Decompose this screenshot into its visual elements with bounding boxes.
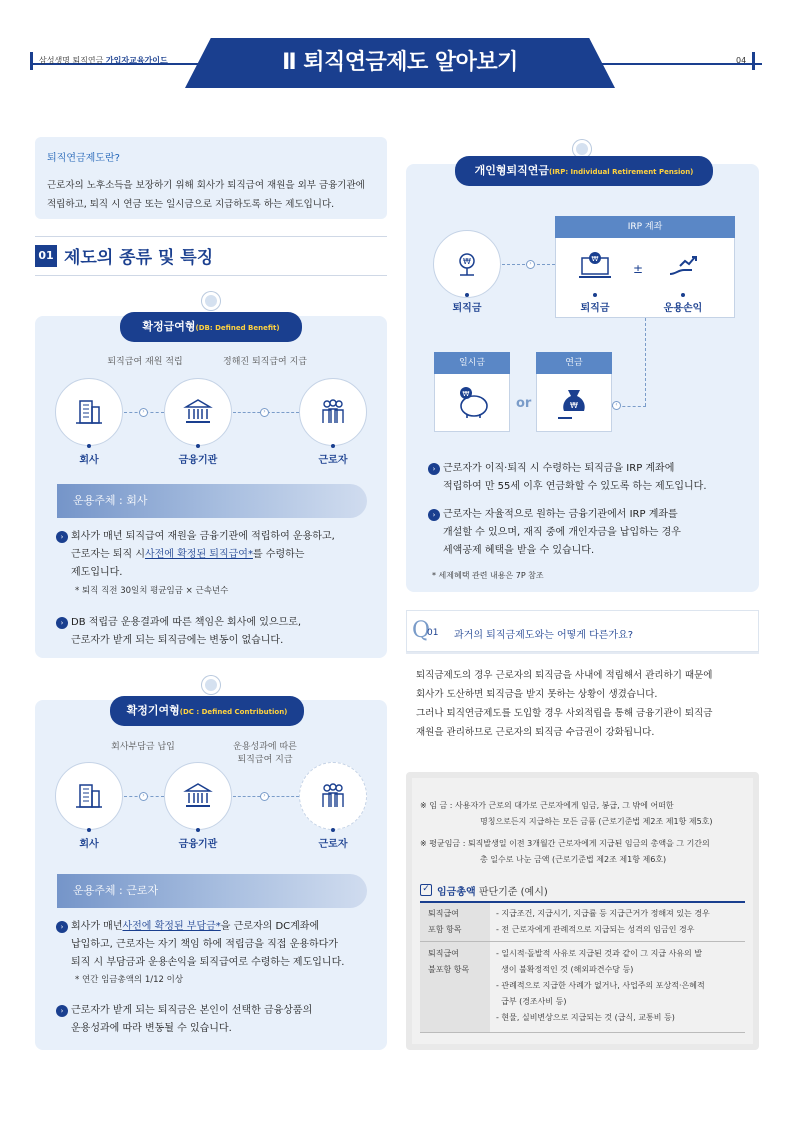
db-title-pill: 확정급여형(DB: Defined Benefit) — [120, 312, 302, 342]
irp-dot-2 — [593, 293, 597, 297]
svg-text:₩: ₩ — [463, 257, 471, 266]
pension-header: 연금 — [536, 352, 612, 374]
workers-icon — [316, 779, 350, 813]
db-bullet-1: › 회사가 매년 퇴직급여 재원을 금융기관에 적립하여 운용하고, 근로자는 퇴직 시 사전에 확정된 퇴직급여* 를 수령하는 제도입니다. * 퇴직 직전 30일치 평균임금 × 근속년수 — [56, 528, 386, 600]
section-rule-top — [35, 236, 387, 237]
irp-return-arrow: ‹ — [612, 401, 621, 410]
def-average-wage: ※ 평균임금 : 퇴직발생일 이전 3개월간 근로자에게 지급된 임금의 총액을 그 기간의 총 일수로 나눈 금액 (근로기준법 제2조 제1항 제6호) — [420, 839, 710, 864]
dc-pin-icon — [202, 676, 220, 698]
chevron-right-icon: › — [56, 617, 68, 629]
db-caption-1: 퇴직급여 재원 적립 — [107, 357, 183, 367]
db-dot-3 — [331, 444, 335, 448]
page-number: 04 — [736, 52, 755, 70]
db-node-bank: 금융기관 — [178, 455, 218, 466]
irp-note: * 세제혜택 관련 내용은 7P 참조 — [432, 571, 544, 580]
db-dot-2 — [196, 444, 200, 448]
irp-title-pill: 개인형퇴직연금(IRP: Individual Retirement Pension) — [455, 156, 713, 186]
db-note: * 퇴직 직전 30일치 평균임금 × 근속년수 — [75, 586, 229, 596]
irp-bullet-2: › 근로자는 자율적으로 원하는 금융기관에서 IRP 계좌를 개설할 수 있으며, 재직 중에 개인자금을 납입하는 경우 세액공제 혜택을 받을 수 있습니다. — [428, 506, 758, 560]
header-guide-label: 삼성생명 퇴직연금 가입자교육가이드 — [30, 52, 168, 70]
chevron-right-icon: › — [428, 509, 440, 521]
dc-dot-1 — [87, 828, 91, 832]
svg-text:₩: ₩ — [570, 401, 578, 410]
dc-workers-circle — [299, 762, 367, 830]
irp-node-severance: 퇴직금 — [452, 303, 482, 314]
faq-answer: 퇴직금제도의 경우 근로자의 퇴직금을 사내에 적립해서 관리하기 때문에 회사가 도산하면 퇴직금을 받지 못하는 상황이 생겼습니다. 그러나 퇴직연금제도를 도입할 경우 사외적립을 통해 금융기관이 퇴직금 재원을 관리하므로 근로자의 퇴직금 수급권이 강화됩니다. — [416, 670, 713, 738]
laptop-icon — [577, 248, 613, 286]
db-operator-bar: 운용주체 : 회사 — [57, 484, 367, 518]
row1-items: - 지급조건, 지급시기, 지급률 등 지급근거가 정해져 있는 경우 - 전 근로자에게 관례적으로 지급되는 성격의 임금인 경우 — [496, 909, 710, 934]
dc-note: * 연간 임금총액의 1/12 이상 — [75, 975, 184, 985]
db-node-company: 회사 — [79, 455, 99, 466]
dc-operator-bar: 운용주체 : 근로자 — [57, 874, 367, 908]
growth-hand-icon — [666, 248, 700, 286]
irp-flow-arrow: › — [526, 260, 535, 269]
chevron-right-icon: › — [56, 1005, 68, 1017]
db-workers-circle — [299, 378, 367, 446]
or-label: or — [516, 396, 532, 411]
db-dot-1 — [87, 444, 91, 448]
irp-dot-3 — [681, 293, 685, 297]
chevron-right-icon: › — [56, 921, 68, 933]
dc-bullet-1: › 회사가 매년 사전에 확정된 부담금* 을 근로자의 DC계좌에 납입하고, 근로자는 자기 책임 하에 적립금을 직접 운용하다가 퇴직 시 부담금과 운용손익을 퇴직급여로 수령하는 제도입니다. * 연간 임금총액의 1/12 이상 — [56, 918, 391, 988]
building-icon — [72, 395, 106, 429]
building-icon — [72, 779, 106, 813]
page-title: Ⅱ 퇴직연금제도 알아보기 — [282, 50, 518, 75]
dc-node-company: 회사 — [79, 839, 99, 850]
intro-question: 퇴직연금제도란? — [47, 153, 120, 164]
irp-account-header: IRP 계좌 — [555, 216, 735, 238]
db-bullet-2: › DB 적립금 운용결과에 따른 책임은 회사에 있으므로, 근로자가 받게 되는 퇴직금에는 변동이 없습니다. — [56, 614, 386, 650]
dc-caption-1: 회사부담금 납입 — [111, 742, 175, 752]
db-caption-2: 정해진 퇴직급여 지급 — [223, 357, 307, 367]
db-node-workers: 근로자 — [318, 455, 348, 466]
money-bag-icon — [554, 384, 594, 424]
faq-q-number: 01 — [427, 628, 439, 638]
db-company-circle — [55, 378, 123, 446]
svg-text:₩: ₩ — [591, 255, 599, 263]
dc-node-workers: 근로자 — [318, 839, 348, 850]
piggy-bank-icon — [452, 384, 492, 424]
faq-question: 과거의 퇴직금제도와는 어떻게 다른가요? — [454, 630, 634, 641]
db-pin-icon — [202, 292, 220, 314]
check-title: 임금총액 판단기준 (예시) — [437, 887, 548, 898]
intro-box — [35, 137, 387, 219]
money-plant-icon — [450, 247, 484, 281]
checkbox-icon: ✓ — [420, 884, 432, 896]
irp-node-returns: 운용손익 — [663, 303, 703, 314]
plus-minus-sign: ± — [633, 262, 644, 276]
irp-return-line-v — [645, 318, 646, 406]
dc-title-pill: 확정기여형(DC : Defined Contribution) — [110, 696, 304, 726]
dc-flow-arrow-1: › — [139, 792, 148, 801]
row2-head: 퇴직급여 불포함 항목 — [428, 949, 470, 974]
dc-bullet-2: › 근로자가 받게 되는 퇴직금은 본인이 선택한 금융상품의 운용성과에 따라 변동될 수 있습니다. — [56, 1002, 386, 1038]
def-wage: ※ 임 금 : 사용자가 근로의 대가로 근로자에게 임금, 봉급, 그 밖에 어떠한 명칭으로든지 지급하는 모든 금품 (근로기준법 제2조 제1항 제5호) — [420, 801, 713, 826]
irp-dot-1 — [465, 293, 469, 297]
dc-caption-2: 운용성과에 따른 퇴직급여 지급 — [233, 742, 297, 765]
db-bank-circle — [164, 378, 232, 446]
row1-head: 퇴직급여 포함 항목 — [428, 909, 462, 934]
db-flow-arrow-1: › — [139, 408, 148, 417]
irp-node-account-severance: 퇴직금 — [580, 303, 610, 314]
dc-bank-circle — [164, 762, 232, 830]
section-number: 01 — [35, 245, 57, 267]
dc-company-circle — [55, 762, 123, 830]
dc-dot-3 — [331, 828, 335, 832]
row2-items: - 일시적·돌발적 사유로 지급된 것과 같이 그 지급 사유의 발 생이 불확정적인 것 (해외파견수당 등) - 관례적으로 지급한 사례가 없거나, 사업주의 포상적·은혜적 급부 (경조사비 등) - 현물, 실비변상으로 지급되는 것 (급식, 교통비 등) — [496, 949, 705, 1022]
chevron-right-icon: › — [428, 463, 440, 475]
dc-dot-2 — [196, 828, 200, 832]
section-title: 제도의 종류 및 특징 — [64, 248, 214, 268]
section-rule-bottom — [35, 275, 387, 276]
bank-icon — [181, 395, 215, 429]
lump-sum-header: 일시금 — [434, 352, 510, 374]
faq-q-mark: Q — [412, 618, 431, 643]
intro-text-1: 근로자의 노후소득을 보장하기 위해 회사가 퇴직급여 재원을 외부 금융기관에 — [47, 180, 365, 191]
irp-bullet-1: › 근로자가 이직·퇴직 시 수령하는 퇴직금을 IRP 계좌에 적립하여 만 55세 이후 연금화할 수 있도록 하는 제도입니다. — [428, 460, 758, 496]
chevron-right-icon: › — [56, 531, 68, 543]
table-bottom-rule — [420, 1032, 745, 1033]
bank-icon — [181, 779, 215, 813]
db-flow-arrow-2: › — [260, 408, 269, 417]
irp-severance-circle — [433, 230, 501, 298]
svg-text:₩: ₩ — [462, 390, 470, 398]
intro-text-2: 적립하고, 퇴직 시 연금 또는 일시금으로 지급하도록 하는 제도입니다. — [47, 199, 335, 210]
dc-node-bank: 금융기관 — [178, 839, 218, 850]
dc-flow-arrow-2: › — [260, 792, 269, 801]
workers-icon — [316, 395, 350, 429]
